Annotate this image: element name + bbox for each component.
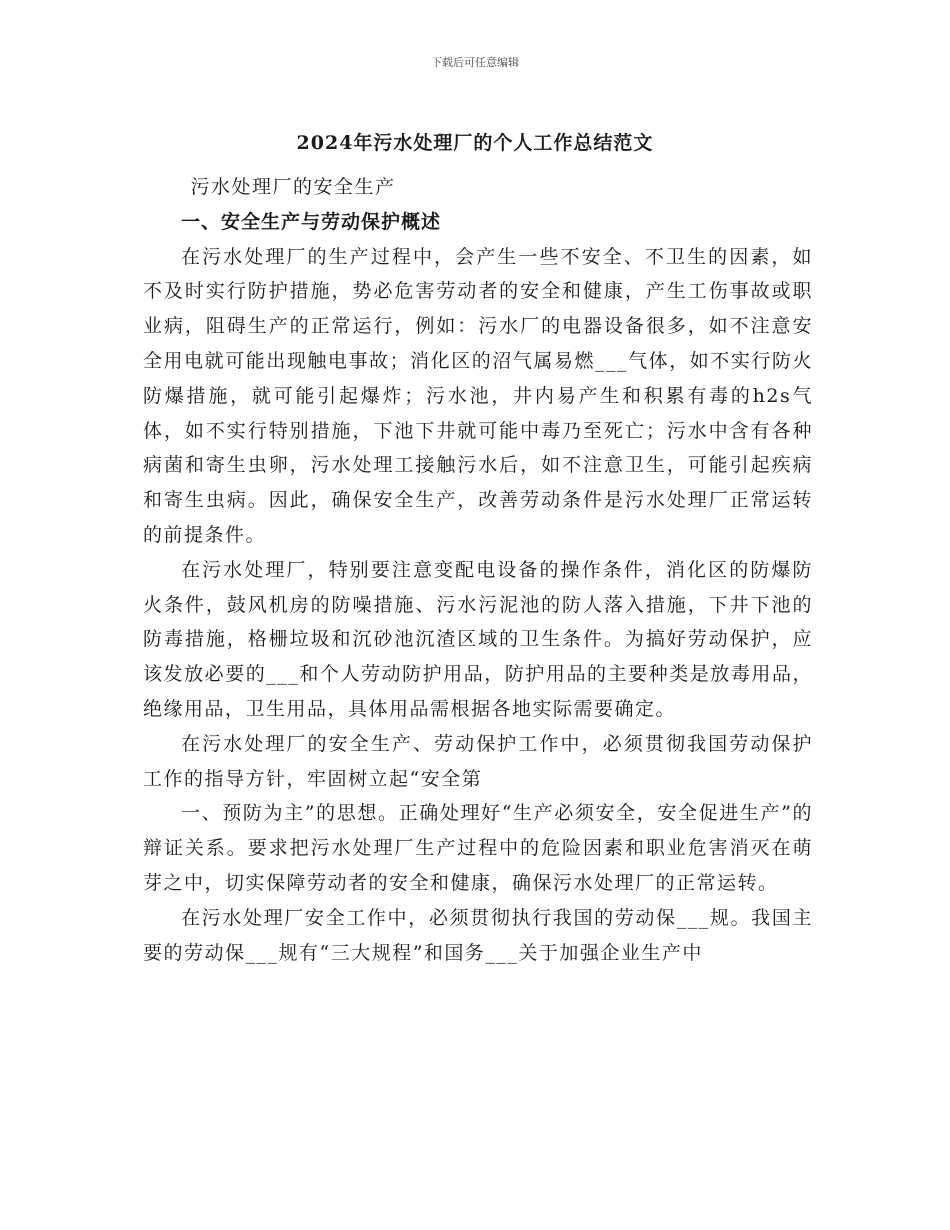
paragraph-2: 在污水处理厂，特别要注意变配电设备的操作条件，消化区的防爆防火条件，鼓风机房的防噪措施、污水污泥池的防人落入措施，下井下池的防毒措施，格栅垃圾和沉砂池沉渣区域的卫生条件。为搞好劳动保护，应该发放必要的___和个人劳动防护用品，防护用品的主要种类是放毒用品，绝缘用品，卫生用品，具体用品需根据各地实际需要确定。: [143, 558, 813, 720]
paragraph-5: 在污水处理厂安全工作中，必须贯彻执行我国的劳动保___规。我国主要的劳动保___规有“三大规程”和国务___关于加强企业生产中: [143, 906, 813, 964]
paragraph-3: 在污水处理厂的安全生产、劳动保护工作中，必须贯彻我国劳动保护工作的指导方针，牢固树立起“安全第: [143, 732, 813, 790]
paragraph-4: 一、预防为主”的思想。正确处理好“生产必须安全，安全促进生产”的辩证关系。要求把污水处理厂生产过程中的危险因素和职业危害消灭在萌芽之中，切实保障劳动者的安全和健康，确保污水处理厂的正常运转。: [143, 802, 813, 894]
header-note: 下载后可任意编辑: [431, 56, 519, 69]
document-body: [143, 170, 813, 970]
section-heading: 一、安全生产与劳动保护概述: [181, 210, 442, 233]
paragraph-1: 在污水处理厂的生产过程中，会产生一些不安全、不卫生的因素，如不及时实行防护措施，势必危害劳动者的安全和健康，产生工伤事故或职业病，阻碍生产的正常运行，例如：污水厂的电器设备很多，如不注意安全用电就可能出现触电事故；消化区的沼气属易燃___气体，如不实行防火防爆措施，就可能引起爆炸；污水池，井内易产生和积累有毒的h2s气体，如不实行特别措施，下池下井就可能中毒乃至死亡；污水中含有各种病菌和寄生虫卵，污水处理工接触污水后，如不注意卫生，可能引起疾病和寄生虫病。因此，确保安全生产，改善劳动条件是污水处理厂正常运转的前提条件。: [143, 245, 813, 546]
document-subtitle: 污水处理厂的安全生产: [190, 176, 396, 198]
document-title: 2024年污水处理厂的个人工作总结范文: [296, 132, 654, 154]
